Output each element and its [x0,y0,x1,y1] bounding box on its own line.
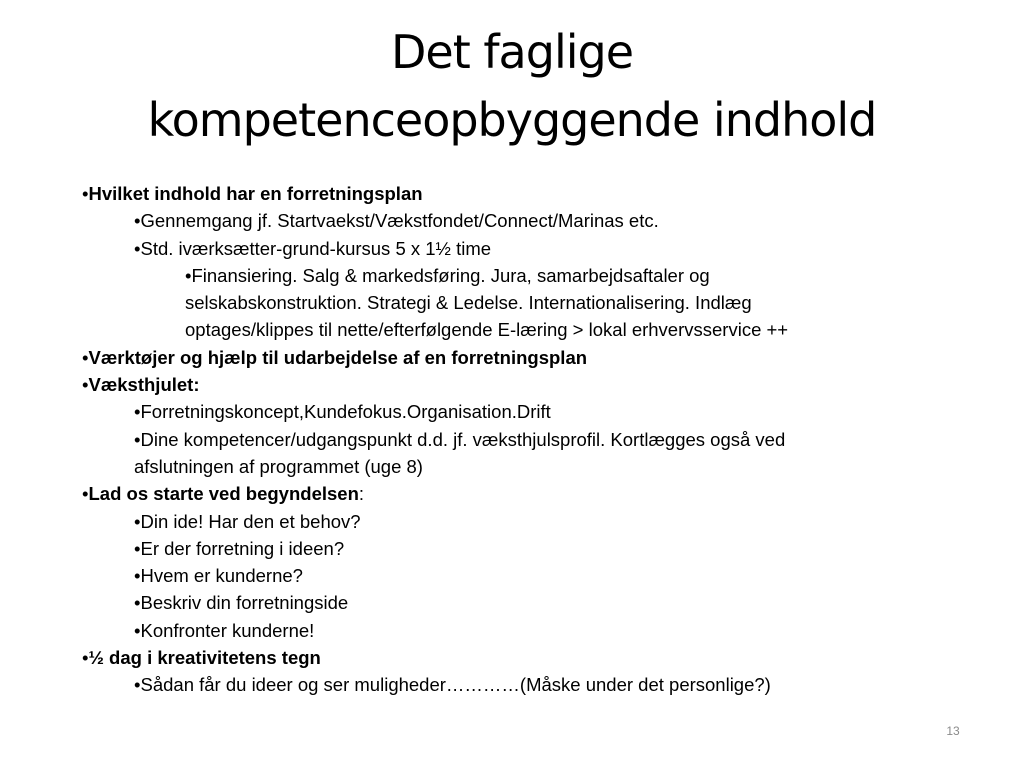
bullet-marker: • [82,647,89,669]
bullet-item [82,344,962,371]
bullet-marker: • [134,565,141,587]
bullet-marker: • [134,537,141,559]
bullet-item [82,398,962,425]
bullet-text: Forretningskoncept,Kundefokus.Organisation.Drift [140,401,551,423]
bullet-item [82,207,962,234]
page-number: 13 [946,724,960,738]
bullet-item [82,617,962,644]
bullet-list [82,180,962,699]
bullet-continuation: afslutningen af programmet (uge 8) [134,455,423,477]
bullet-text: Væksthjulet: [88,374,200,396]
bullet-item [82,371,962,398]
bullet-marker: • [134,401,141,423]
slide-title [0,18,1024,154]
bullet-text: Lad os starte ved begyndelsen [88,483,359,505]
bullet-marker: • [134,592,141,614]
bullet-text: Værktøjer og hjælp til udarbejdelse af en forretningsplan [88,346,588,368]
bullet-item [82,508,962,535]
bullet-item [82,562,962,589]
bullet-text: Din ide! Har den et behov? [140,510,361,532]
bullet-marker: • [134,237,141,259]
bullet-item [82,235,962,262]
bullet-item [82,644,962,671]
bullet-item [82,480,962,507]
bullet-text: ½ dag i kreativitetens tegn [88,647,321,669]
bullet-marker: • [82,183,89,204]
bullet-text: Beskriv din forretningside [140,592,349,614]
bullet-text: Gennemgang jf. Startvaekst/Vækstfondet/Connect/Marinas etc. [140,210,659,232]
bullet-continuation: selskabskonstruktion. Strategi & Ledelse. Internationalisering. Indlæg [185,292,752,314]
bullet-text: Hvem er kunderne? [140,565,303,587]
bullet-marker: • [134,510,141,532]
bullet-text: Finansiering. Salg & markedsføring. Jura, samarbejdsaftaler og [191,264,710,286]
bullet-marker: • [134,428,141,450]
slide-title-line-2: kompetenceopbyggende indhold [147,93,877,147]
bullet-text: Konfronter kunderne! [140,619,315,641]
bullet-marker: • [82,483,89,505]
bullet-marker: • [134,619,141,641]
bullet-continuation: optages/klippes til nette/efterfølgende E-læring > lokal erhvervsservice ++ [185,319,789,341]
bullet-marker: • [82,346,89,368]
bullet-text: Std. iværksætter-grund-kursus 5 x 1½ time [140,237,492,259]
bullet-text: Dine kompetencer/udgangspunkt d.d. jf. væksthjulsprofil. Kortlægges også ved [140,428,786,450]
bullet-text: Hvilket indhold har en forretningsplan [88,183,423,204]
slide-title-line-1: Det faglige [390,25,634,79]
bullet-marker: • [134,674,141,696]
bullet-marker: • [134,210,141,232]
bullet-marker: • [82,374,89,396]
bullet-text: Sådan får du ideer og ser muligheder…………(Måske under det personlige?) [140,674,771,696]
bullet-marker: • [185,264,192,286]
bullet-item [82,180,962,207]
bullet-item [82,589,962,616]
bullet-item [82,535,962,562]
bullet-item [82,262,962,289]
bullet-item [82,671,962,698]
bullet-item [82,426,962,453]
bullet-text-suffix: : [358,483,365,505]
bullet-text: Er der forretning i ideen? [140,537,345,559]
